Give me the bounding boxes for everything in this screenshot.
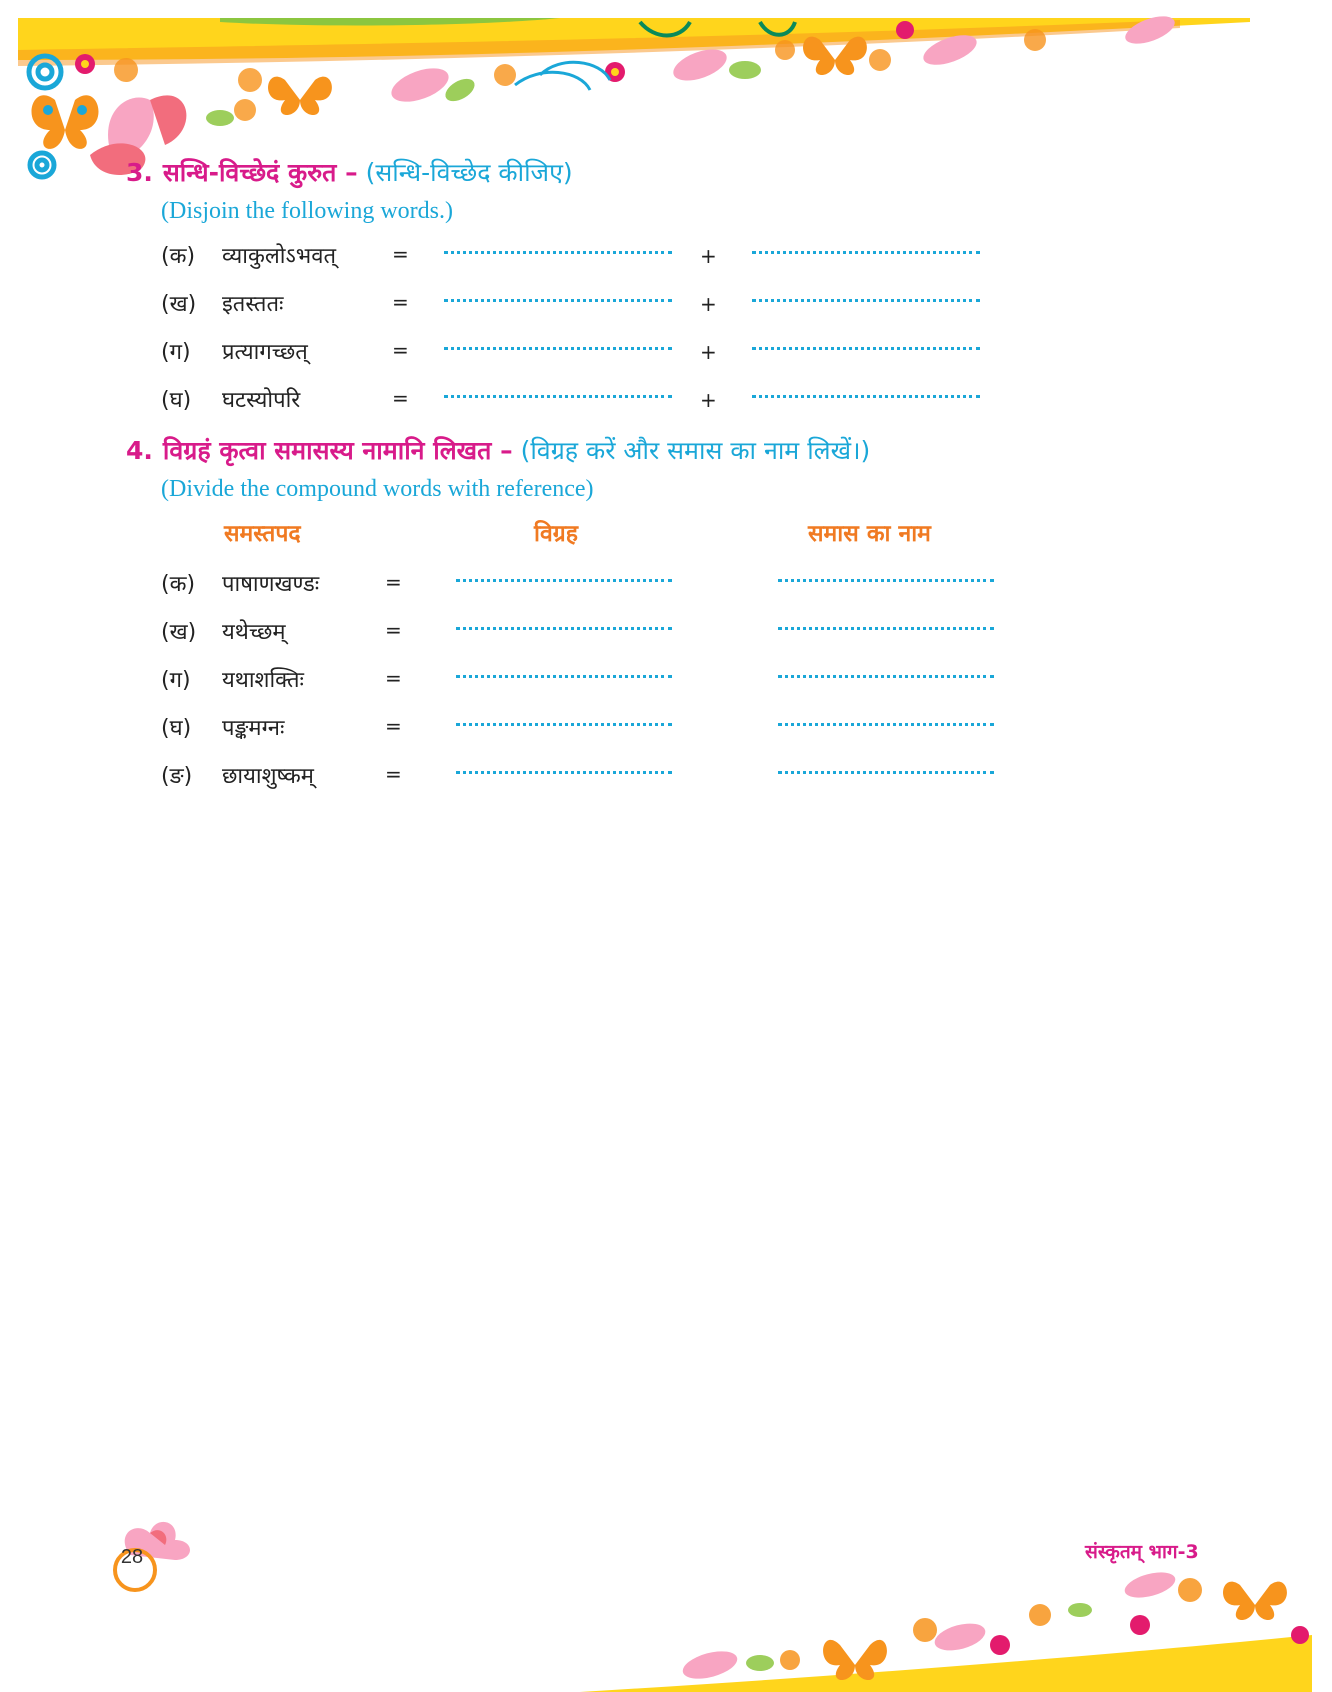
samas-name-blank[interactable] xyxy=(778,579,994,582)
column-header-vigraha: विग्रह xyxy=(534,521,578,547)
item-word: इतस्ततः xyxy=(222,292,284,317)
answer-blank-2[interactable] xyxy=(752,251,980,254)
item-label: (क) xyxy=(161,244,196,269)
item-label: (क) xyxy=(161,572,196,597)
question-4-subtitle: (विग्रह करें और समास का नाम लिखें।) xyxy=(520,436,871,465)
equals-sign: = xyxy=(385,762,402,786)
question-3-heading xyxy=(126,155,573,189)
page-number: 28 xyxy=(120,1546,144,1568)
sandhi-row xyxy=(0,380,1332,420)
answer-blank-1[interactable] xyxy=(444,299,672,302)
item-word: प्रत्यागच्छत् xyxy=(222,340,308,365)
item-word: घटस्योपरि xyxy=(222,388,301,413)
item-label: (ग) xyxy=(161,668,191,693)
vigraha-blank[interactable] xyxy=(456,675,672,678)
plus-sign: + xyxy=(700,244,717,268)
decorative-bottom-banner xyxy=(560,1565,1332,1692)
item-label: (ख) xyxy=(161,620,197,645)
answer-blank-1[interactable] xyxy=(444,347,672,350)
vigraha-blank[interactable] xyxy=(456,627,672,630)
question-3-english: (Disjoin the following words.) xyxy=(161,198,453,224)
equals-sign: = xyxy=(385,570,402,594)
answer-blank-1[interactable] xyxy=(444,395,672,398)
question-3-number: 3. xyxy=(126,158,153,187)
equals-sign: = xyxy=(385,714,402,738)
plus-sign: + xyxy=(700,388,717,412)
item-word: व्याकुलोऽभवत् xyxy=(222,244,337,269)
equals-sign: = xyxy=(392,290,409,314)
samas-row xyxy=(0,612,1332,652)
item-label: (ख) xyxy=(161,292,197,317)
item-word: छायाशुष्कम् xyxy=(222,764,314,789)
vigraha-blank[interactable] xyxy=(456,723,672,726)
sandhi-row xyxy=(0,236,1332,276)
answer-blank-1[interactable] xyxy=(444,251,672,254)
plus-sign: + xyxy=(700,292,717,316)
samas-row xyxy=(0,756,1332,796)
vigraha-blank[interactable] xyxy=(456,579,672,582)
item-word: यथाशक्तिः xyxy=(222,668,304,693)
item-word: पाषाणखण्डः xyxy=(222,572,320,597)
question-4-heading xyxy=(126,433,870,467)
item-word: पङ्कमग्नः xyxy=(222,716,285,741)
samas-name-blank[interactable] xyxy=(778,675,994,678)
question-3-title: सन्धि-विच्छेदं कुरुत – xyxy=(162,158,358,187)
equals-sign: = xyxy=(392,338,409,362)
samas-row xyxy=(0,564,1332,604)
answer-blank-2[interactable] xyxy=(752,347,980,350)
equals-sign: = xyxy=(392,242,409,266)
plus-sign: + xyxy=(700,340,717,364)
equals-sign: = xyxy=(385,618,402,642)
samas-row xyxy=(0,660,1332,700)
question-4-english: (Divide the compound words with reference) xyxy=(161,476,594,502)
item-label: (ङ) xyxy=(161,764,193,789)
samas-name-blank[interactable] xyxy=(778,723,994,726)
samas-row xyxy=(0,708,1332,748)
vigraha-blank[interactable] xyxy=(456,771,672,774)
item-label: (घ) xyxy=(161,716,192,741)
item-word: यथेच्छम् xyxy=(222,620,286,645)
question-3-subtitle: (सन्धि-विच्छेद कीजिए) xyxy=(365,158,573,187)
sandhi-row xyxy=(0,284,1332,324)
sandhi-row xyxy=(0,332,1332,372)
equals-sign: = xyxy=(385,666,402,690)
item-label: (ग) xyxy=(161,340,191,365)
question-4-title: विग्रहं कृत्वा समासस्य नामानि लिखत – xyxy=(162,436,513,465)
samas-name-blank[interactable] xyxy=(778,627,994,630)
equals-sign: = xyxy=(392,386,409,410)
column-header-samastapad: समस्तपद xyxy=(224,521,301,547)
answer-blank-2[interactable] xyxy=(752,299,980,302)
book-title: संस्कृतम् भाग-3 xyxy=(1085,1541,1199,1563)
answer-blank-2[interactable] xyxy=(752,395,980,398)
samas-name-blank[interactable] xyxy=(778,771,994,774)
question-4-number: 4. xyxy=(126,436,153,465)
column-header-samas-name: समास का नाम xyxy=(808,521,931,547)
item-label: (घ) xyxy=(161,388,192,413)
